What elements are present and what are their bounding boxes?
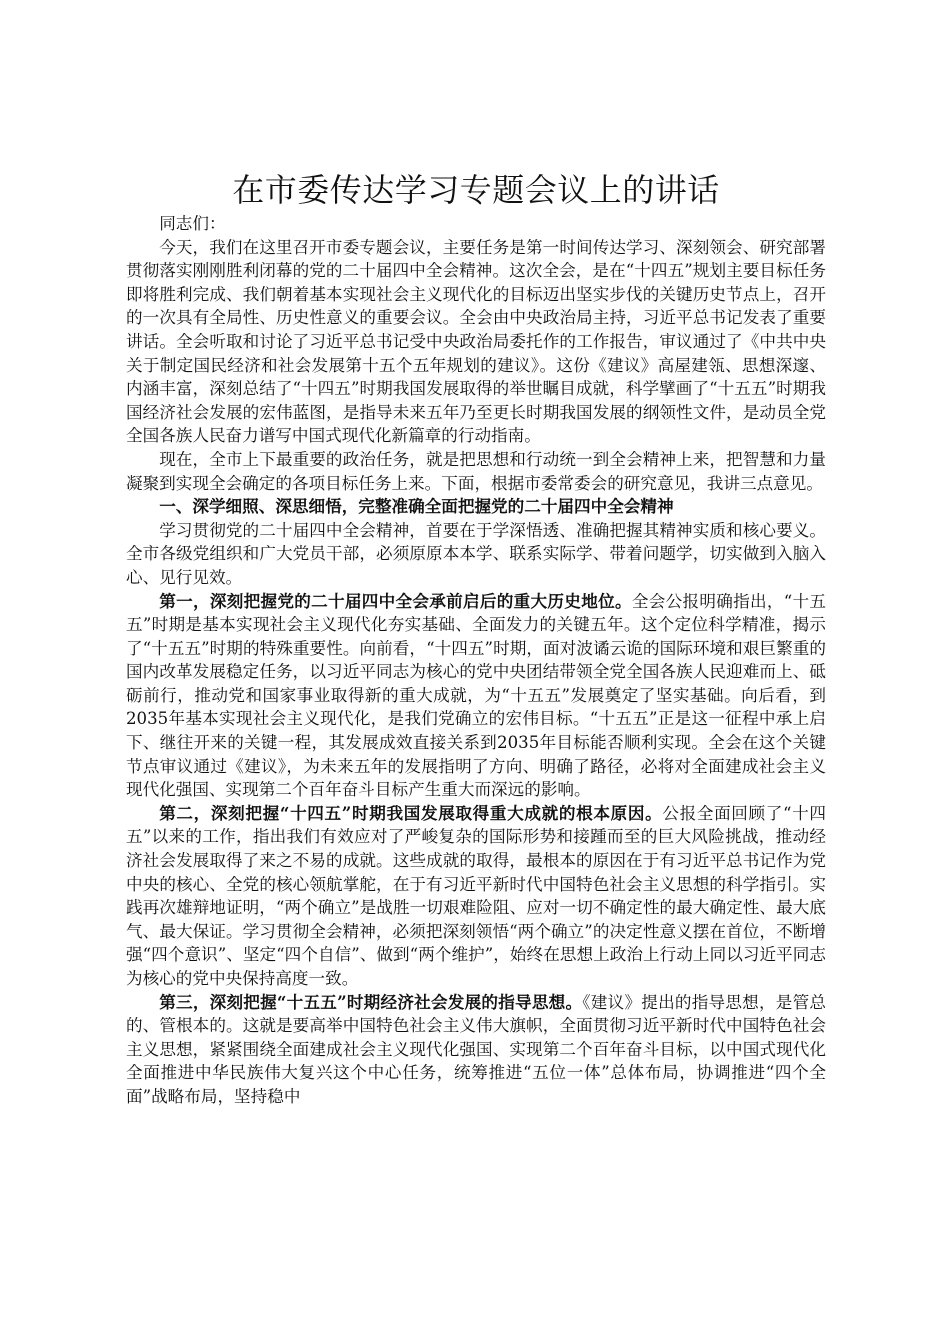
section-1-paragraph: 学习贯彻党的二十届四中全会精神，首要在于学深悟透、准确把握其精神实质和核心要义。全市各级党组织和广大党员干部，必须原原本本学、联系实际学、带着问题学，切实做到入脑入心、见行见效。 <box>126 520 826 587</box>
intro-paragraph-2: 现在，全市上下最重要的政治任务，就是把思想和行动统一到全会精神上来，把智慧和力量凝聚到实现全会确定的各项目标任务上来。下面，根据市委常委会的研究意见，我讲三点意见。 <box>126 449 826 493</box>
point-2-body: 公报全面回顾了“十四五”以来的工作，指出我们有效应对了严峻复杂的国际形势和接踵而至的巨大风险挑战，推动经济社会发展取得了来之不易的成就。这些成就的取得，最根本的原因在于有习近平总书记作为党中央的核心、全党的核心领航掌舵，在于有习近平新时代中国特色社会主义思想的科学指引。实践再次雄辩地证明，“两个确立”是战胜一切艰难险阻、应对一切不确定性的最大确定性、最大底气、最大保证。学习贯彻全会精神，必须把深刻领悟“两个确立”的决定性意义摆在首位，不断增强“四个意识”、坚定“四个自信”、做到“两个维护”，始终在思想上政治上行动上同以习近平同志为核心的党中央保持高度一致。 <box>126 803 827 988</box>
document-page <box>126 168 826 1109</box>
point-3-paragraph <box>126 991 826 1109</box>
point-2-paragraph <box>126 802 826 991</box>
point-1-paragraph <box>126 590 826 802</box>
document-title: 在市委传达学习专题会议上的讲话 <box>232 171 720 209</box>
intro-paragraph-1: 今天，我们在这里召开市委专题会议，主要任务是第一时间传达学习、深刻领会、研究部署贯彻落实刚刚胜利闭幕的党的二十届四中全会精神。这次全会，是在“十四五”规划主要目标任务即将胜利完成、我们朝着基本实现社会主义现代化的目标迈出坚实步伐的关键历史节点上，召开的一次具有全局性、历史性意义的重要会议。全会由中央政治局主持，习近平总书记发表了重要讲话。全会听取和讨论了习近平总书记受中央政治局委托作的工作报告，审议通过了《中共中央关于制定国民经济和社会发展第十五个五年规划的建议》。这份《建议》高屋建瓴、思想深邃、内涵丰富，深刻总结了“十四五”时期我国发展取得的举世瞩目成就，科学擘画了“十五五”时期我国经济社会发展的宏伟蓝图，是指导未来五年乃至更长时期我国发展的纲领性文件，是动员全党全国各族人民奋力谱写中国式现代化新篇章的行动指南。 <box>126 237 826 446</box>
point-3-lead: 第三，深刻把握“十五五”时期经济社会发展的指导思想。 <box>159 991 583 1012</box>
point-3-body: 《建议》提出的指导思想，是管总的、管根本的。这就是要高举中国特色社会主义伟大旗帜，全面贯彻习近平新时代中国特色社会主义思想，紧紧围绕全面建成社会主义现代化强国、实现第二个百年奋斗目标，以中国式现代化全面推进中华民族伟大复兴这个中心任务，统筹推进“五位一体”总体布局，协调推进“四个全面”战略布局，坚持稳中 <box>126 992 827 1106</box>
point-1-lead: 第一，深刻把握党的二十届四中全会承前启后的重大历史地位。 <box>159 590 632 611</box>
salutation: 同志们： <box>159 214 226 233</box>
point-1-body: 全会公报明确指出，“十五五”时期是基本实现社会主义现代化夯实基础、全面发力的关键五年。这个定位科学精准，揭示了“十五五”时期的特殊重要性。向前看，“十四五”时期，面对波谲云诡的国际环境和艰巨繁重的国内改革发展稳定任务，以习近平同志为核心的党中央团结带领全党全国各族人民迎难而上、砥砺前行，推动党和国家事业取得新的重大成就，为“十五五”发展奠定了坚实基础。向后看，到2035年基本实现社会主义现代化，是我们党确立的宏伟目标。“十五五”正是这一征程中承上启下、继往开来的关键一程，其发展成效直接关系到2035年目标能否顺利实现。全会在这个关键节点审议通过《建议》，为未来五年的发展指明了方向、明确了路径，必将对全面建成社会主义现代化强国、实现第二个百年奋斗目标产生重大而深远的影响。 <box>126 591 827 800</box>
point-2-lead: 第二，深刻把握“十四五”时期我国发展取得重大成就的根本原因。 <box>159 802 663 823</box>
section-1-heading: 一、深学细照、深思细悟，完整准确全面把握党的二十届四中全会精神 <box>159 496 674 517</box>
